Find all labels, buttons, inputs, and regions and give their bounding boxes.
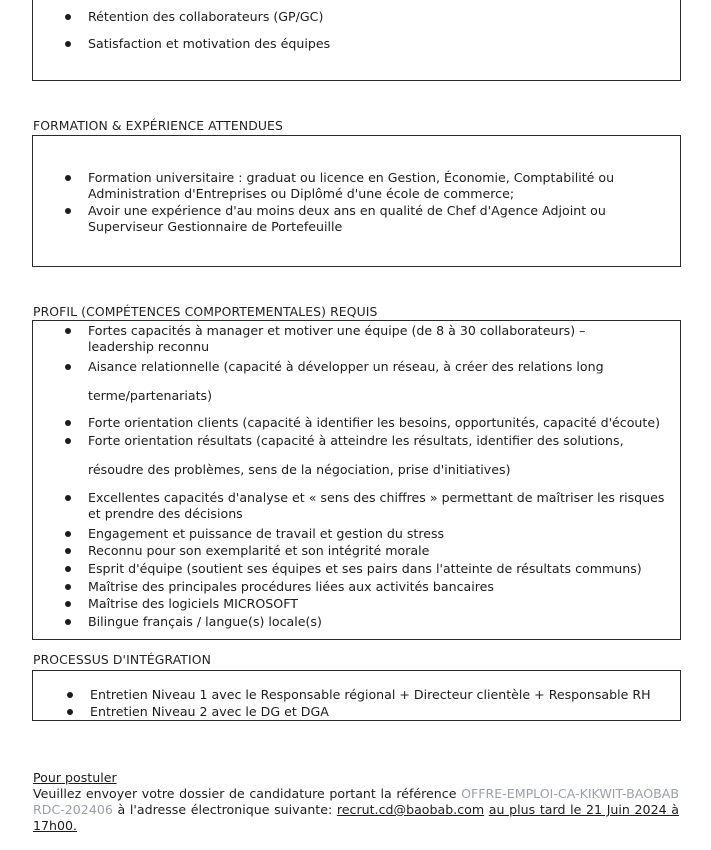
list-item: Fortes capacités à manager et motiver une équipe (de 8 à 30 collaborateurs) – leadership reconnu xyxy=(65,323,655,355)
apply-paragraph xyxy=(33,786,679,834)
list-item: Excellentes capacités d'analyse et « sens des chiffres » permettant de maîtriser les risques et prendre des décisions xyxy=(65,490,675,522)
list-item: Aisance relationnelle (capacité à développer un réseau, à créer des relations long xyxy=(65,359,665,375)
list-item: Reconnu pour son exemplarité et son intégrité morale xyxy=(65,543,665,559)
list-item: Avoir une expérience d'au moins deux ans en qualité de Chef d'Agence Adjoint ou Superviseur Gestionnaire de Portefeuille xyxy=(65,203,675,235)
list-item: Entretien Niveau 1 avec le Responsable régional + Directeur clientèle + Responsable RH xyxy=(67,687,677,703)
list-item: Formation universitaire : graduat ou licence en Gestion, Économie, Comptabilité ou Administration d'Entreprises ou Diplômé d'une école de commerce; xyxy=(65,170,645,202)
list-item: Bilingue français / langue(s) locale(s) xyxy=(65,614,665,630)
list-item: Maîtrise des logiciels MICROSOFT xyxy=(65,596,665,612)
list-item: Satisfaction et motivation des équipes xyxy=(65,36,665,52)
list-item: Rétention des collaborateurs (GP/GC) xyxy=(65,9,665,25)
email-link[interactable]: recrut.cd@baobab.com xyxy=(336,802,485,817)
list-item: Maîtrise des principales procédures liées aux activités bancaires xyxy=(65,579,665,595)
list-item: Engagement et puissance de travail et gestion du stress xyxy=(65,526,665,542)
job-reference: OFFRE-EMPLOI-CA-KIKWIT-BAOBAB RDC-202406 xyxy=(33,786,679,817)
list-item-continuation: résoudre des problèmes, sens de la négociation, prise d'initiatives) xyxy=(88,462,511,477)
list-item: Esprit d'équipe (soutient ses équipes et ses pairs dans l'atteinte de résultats communs) xyxy=(65,561,680,577)
list-item-continuation: terme/partenariats) xyxy=(88,388,212,403)
apply-text: à l'adresse électronique suivante: xyxy=(112,802,337,817)
deadline: au plus tard le 21 Juin 2024 à 17h00. xyxy=(33,802,679,833)
list-item: Entretien Niveau 2 avec le DG et DGA xyxy=(67,704,667,720)
apply-title: Pour postuler xyxy=(33,770,117,785)
apply-text: Veuillez envoyer votre dossier de candidature portant la référence xyxy=(33,786,462,801)
formation-heading: FORMATION & EXPÉRIENCE ATTENDUES xyxy=(33,118,283,133)
processus-heading: PROCESSUS D'INTÉGRATION xyxy=(33,652,211,667)
list-item: Forte orientation résultats (capacité à atteindre les résultats, identifier des solutions, xyxy=(65,433,665,449)
list-item: Forte orientation clients (capacité à identifier les besoins, opportunités, capacité d'écoute) xyxy=(65,415,680,431)
profil-heading: PROFIL (COMPÉTENCES COMPORTEMENTALES) REQUIS xyxy=(33,304,378,319)
